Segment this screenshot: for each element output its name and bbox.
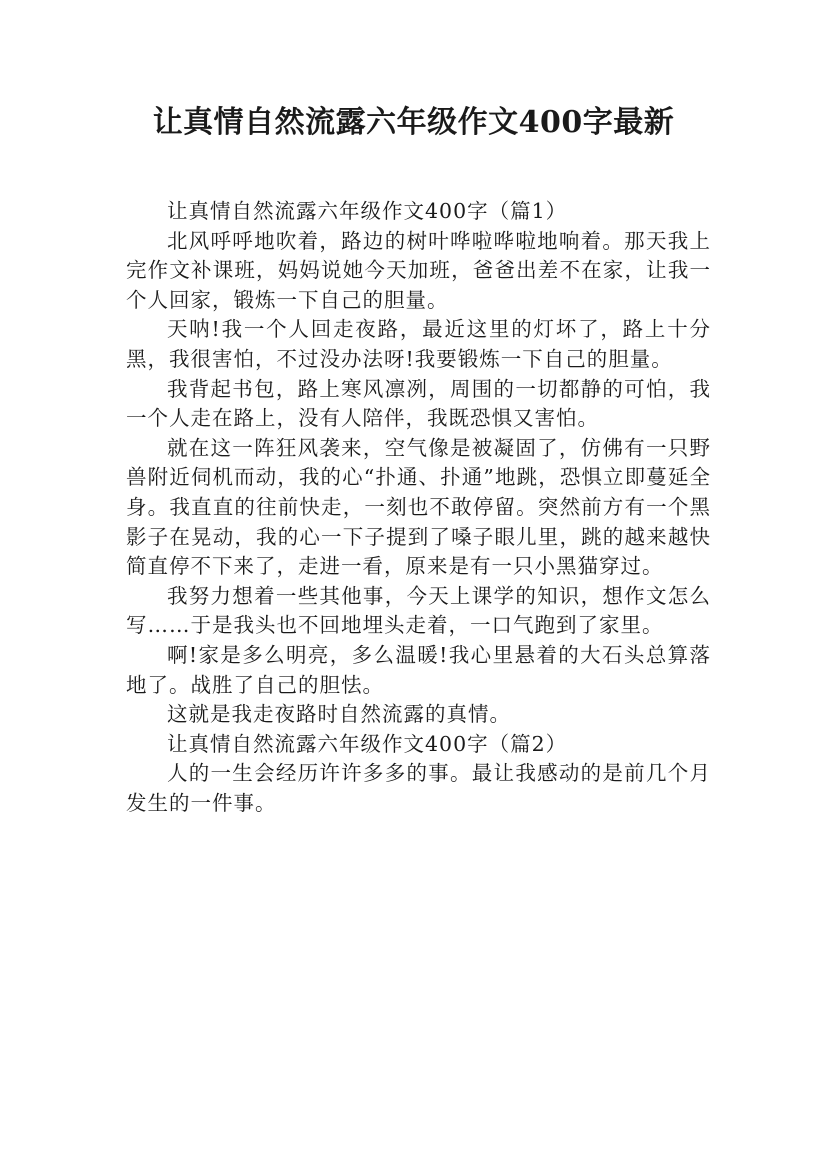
- document-title: 让真情自然流露六年级作文400字最新: [152, 105, 675, 140]
- paragraph: 啊!家是多么明亮，多么温暖!我心里悬着的大石头总算落地了。战胜了自己的胆怯。: [126, 642, 711, 697]
- paragraph: 人的一生会经历许许多多的事。最让我感动的是前几个月发生的一件事。: [126, 761, 711, 815]
- paragraph: 我背起书包，路上寒风凛冽，周围的一切都静的可怕，我一个人走在路上，没有人陪伴，我既恐惧又害怕。: [126, 376, 711, 431]
- paragraph: 北风呼呼地吹着，路边的树叶哗啦哗啦地响着。那天我上完作文补课班，妈妈说她今天加班，爸爸出差不在家，让我一个人回家，锻炼一下自己的胆量。: [126, 228, 711, 312]
- paragraph: 这就是我走夜路时自然流露的真情。: [167, 702, 511, 727]
- paragraph: 就在这一阵狂风袭来，空气像是被凝固了，仿佛有一只野兽附近伺机而动，我的心“扑通、扑通”地跳，恐惧立即蔓延全身。我直直的往前快走，一刻也不敢停留。突然前方有一个黑影子在晃动，我的心一下子提到了嗓子眼儿里，跳的越来越快简直停不下来了，走进一看，原来是有一只小黑猫穿过。: [126, 435, 711, 579]
- document-body: [126, 197, 711, 818]
- paragraph: 我努力想着一些其他事，今天上课学的知识，想作文怎么写……于是我头也不回地埋头走着，一口气跑到了家里。: [126, 583, 711, 638]
- section-heading-2: 让真情自然流露六年级作文400字（篇2）: [167, 731, 568, 756]
- section-heading-1: 让真情自然流露六年级作文400字（篇1）: [167, 199, 568, 223]
- paragraph: 天呐!我一个人回走夜路，最近这里的灯坏了，路上十分黑，我很害怕，不过没办法呀!我要锻炼一下自己的胆量。: [126, 317, 711, 371]
